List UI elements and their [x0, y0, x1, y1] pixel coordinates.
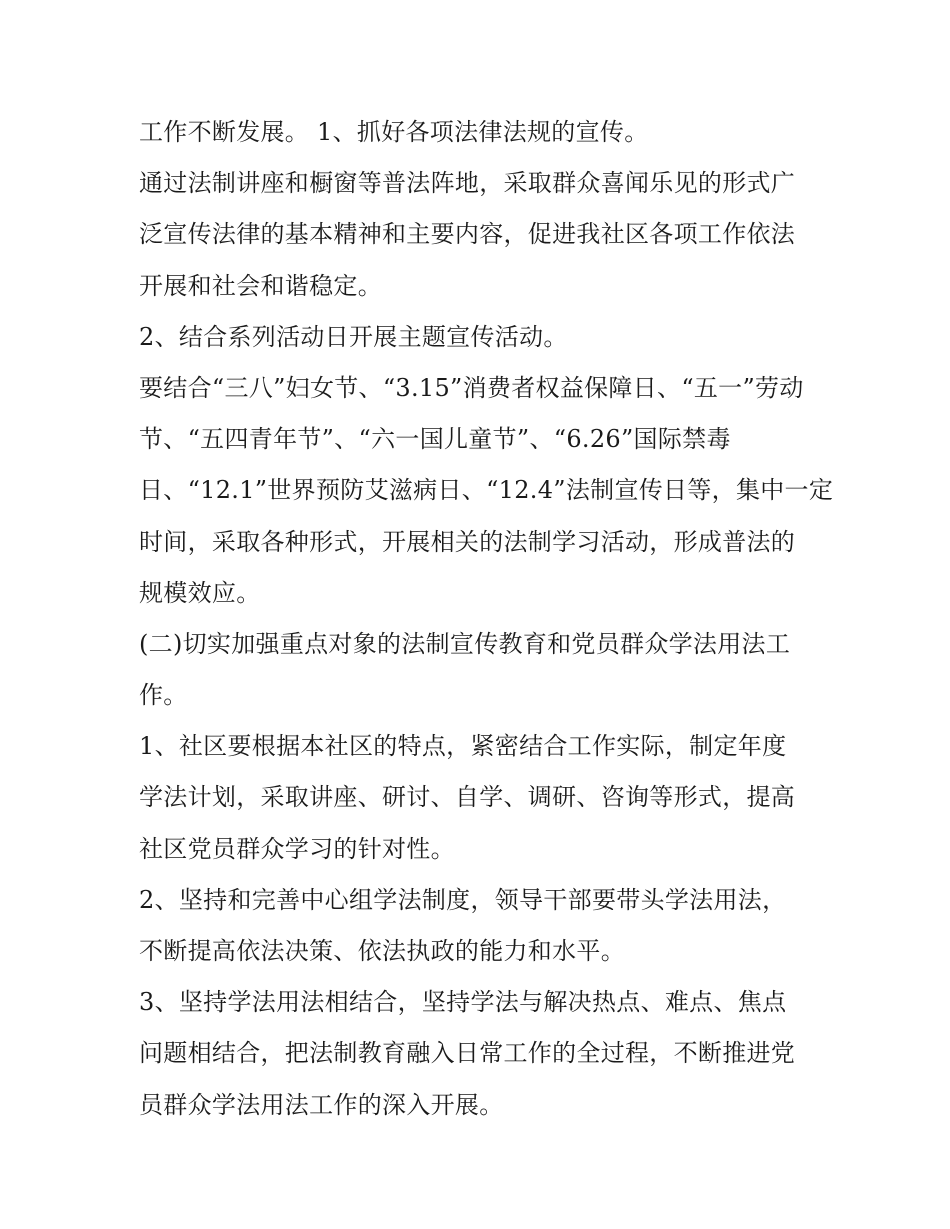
text-line: 社区党员群众学习的针对性。 [139, 834, 455, 863]
text-line: 2、结合系列活动日开展主题宣传活动。 [139, 322, 568, 351]
text-line: 3、坚持学法用法相结合，坚持学法与解决热点、难点、焦点 [139, 988, 787, 1017]
text-line: 1、社区要根据本社区的特点，紧密结合工作实际，制定年度 [139, 732, 787, 761]
body-text [139, 107, 834, 1131]
text-line: 工作不断发展。 1、抓好各项法律法规的宣传。 [139, 118, 649, 146]
text-line: 节、“五四青年节”、“六一国儿童节”、“6.26”国际禁毒 [139, 425, 731, 454]
text-line: 规模效应。 [139, 578, 261, 607]
text-line: 时间，采取各种形式，开展相关的法制学习活动，形成普法的 [139, 527, 796, 556]
text-line: 作。 [139, 681, 188, 710]
text-line: (二)切实加强重点对象的法制宣传教育和党员群众学法用法工 [139, 629, 791, 658]
text-line: 开展和社会和谐稳定。 [139, 271, 382, 300]
text-line: 学法计划，采取讲座、研讨、自学、调研、咨询等形式，提高 [139, 783, 796, 812]
text-line: 日、“12.1”世界预防艾滋病日、“12.4”法制宣传日等，集中一定 [139, 476, 834, 505]
text-line: 通过法制讲座和橱窗等普法阵地，采取群众喜闻乐见的形式广 [139, 169, 796, 198]
text-line: 问题相结合，把法制教育融入日常工作的全过程，不断推进党 [139, 1039, 796, 1068]
text-line: 要结合“三八”妇女节、“3.15”消费者权益保障日、“五一”劳动 [139, 373, 804, 402]
text-line: 员群众学法用法工作的深入开展。 [139, 1090, 504, 1119]
text-line: 2、坚持和完善中心组学法制度，领导干部要带头学法用法， [139, 885, 787, 914]
text-line: 泛宣传法律的基本精神和主要内容，促进我社区各项工作依法 [139, 220, 796, 249]
text-line: 不断提高依法决策、依法执政的能力和水平。 [139, 937, 625, 965]
